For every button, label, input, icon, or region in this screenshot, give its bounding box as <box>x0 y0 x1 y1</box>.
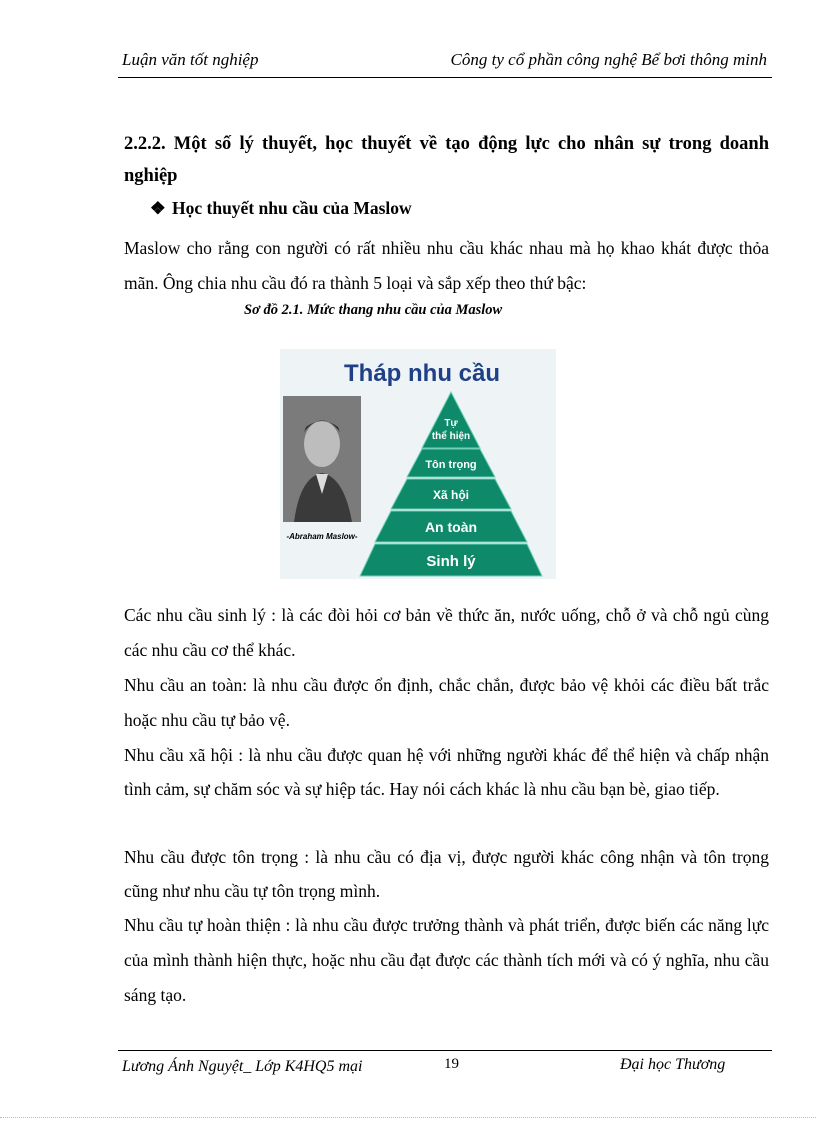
footer-university: Đại học Thương <box>620 1056 726 1073</box>
paragraph-physiological: Các nhu cầu sinh lý : là các đòi hỏi cơ bản về thức ăn, nước uống, chỗ ở và chỗ ngủ cùng các nhu cầu cơ thể khác. <box>124 605 769 660</box>
paragraph-esteem: Nhu cầu được tôn trọng : là nhu cầu có địa vị, được người khác công nhận và tôn trọng cũng như nhu cầu tự tôn trọng mình. <box>124 847 769 901</box>
figure-caption: Sơ đồ 2.1. Mức thang nhu cầu của Maslow <box>244 302 503 318</box>
maslow-pyramid-figure <box>280 349 556 579</box>
paragraph-self-actualization: Nhu cầu tự hoàn thiện : là nhu cầu được trưởng thành và phát triển, được biến các năng lực của mình thành hiện thực, hoặc nhu cầu đạt được các thành tích mới và có ý nghĩa, nhu cầu sáng tạo. <box>124 915 769 1005</box>
paragraph-social: Nhu cầu xã hội : là nhu cầu được quan hệ với những người khác để thể hiện và chấp nhận tình cảm, sự chăm sóc và sự hiệp tác. Hay nói cách khác là nhu cầu bạn bè, giao tiếp. <box>124 745 769 799</box>
page-header <box>122 50 772 76</box>
level-label-esteem: Tôn trọng <box>425 459 477 471</box>
page-edge-divider <box>0 1117 816 1118</box>
page-number: 19 <box>444 1056 459 1072</box>
portrait <box>283 396 361 522</box>
footer-author: Lương Ánh Nguyệt_ Lớp K4HQ5 mại <box>122 1058 363 1075</box>
level-label-physiological: Sinh lý <box>426 553 476 570</box>
header-left-text: Luận văn tốt nghiệp <box>122 50 259 69</box>
header-right-text: Công ty cổ phần công nghệ Bể bơi thông minh <box>450 50 767 69</box>
header-rule <box>118 77 772 78</box>
level-label-social: Xã hội <box>432 488 470 502</box>
portrait-caption: -Abraham Maslow- <box>286 532 358 541</box>
footer-rule <box>118 1050 772 1051</box>
subheading-text: Học thuyết nhu cầu của Maslow <box>172 198 412 218</box>
level-label-safety: An toàn <box>424 519 478 535</box>
subheading <box>150 198 412 219</box>
level-label-top-1: Tự <box>444 418 458 429</box>
level-label-top-2: thể hiện <box>431 431 471 442</box>
figure-title: Tháp nhu cầu <box>344 360 500 387</box>
section-heading: 2.2.2. Một số lý thuyết, học thuyết về tạo động lực cho nhân sự trong doanh nghiệp <box>124 134 769 186</box>
intro-paragraph: Maslow cho rằng con người có rất nhiều nhu cầu khác nhau mà họ khao khát được thỏa mãn. Ông chia nhu cầu đó ra thành 5 loại và sắp xếp theo thứ bậc: <box>124 238 769 293</box>
paragraph-safety: Nhu cầu an toàn: là nhu cầu được ổn định, chắc chắn, được bảo vệ khỏi các điều bất trắc hoặc nhu cầu tự bảo vệ. <box>124 675 769 730</box>
diamond-bullet-icon: ❖ <box>150 198 166 218</box>
